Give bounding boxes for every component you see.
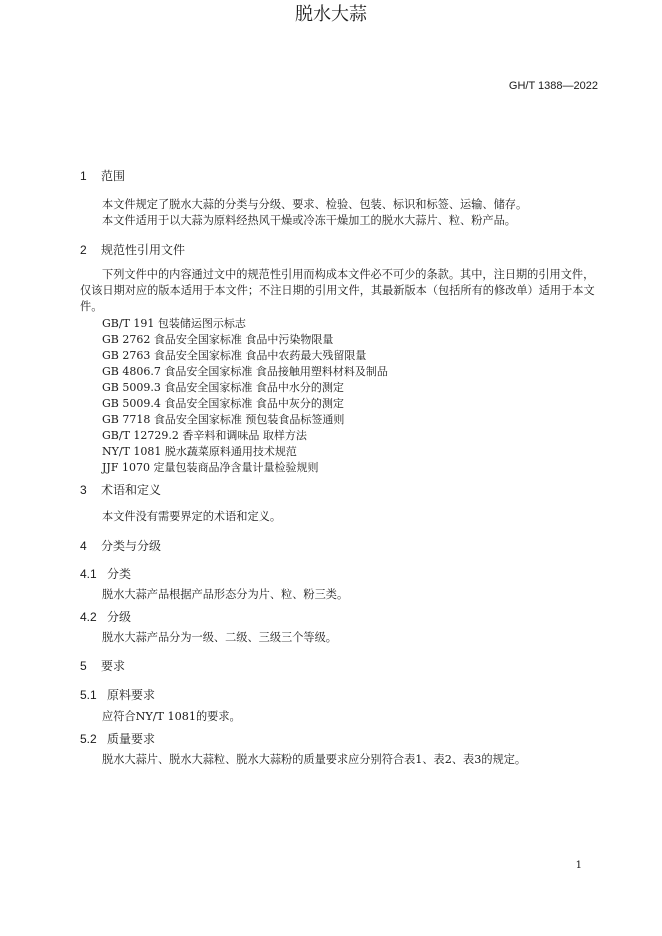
section-title: 要求 [101,659,126,673]
paragraph: 应符合NY/T 1081的要求。 [102,710,241,723]
paragraph: 本文件规定了脱水大蒜的分类与分级、要求、检验、包装、标识和标签、运输、储存。 [102,198,528,211]
section-number: 1 [80,169,87,183]
paragraph: 本文件适用于以大蒜为原料经热风干燥或冷冻干燥加工的脱水大蒜片、粒、粉产品。 [102,214,516,227]
subsection-title: 分级 [107,610,132,624]
reference-item: NY/T 1081 脱水蔬菜原料通用技术规范 [102,445,297,458]
paragraph: 脱水大蒜片、脱水大蒜粒、脱水大蒜粉的质量要求应分别符合表1、表2、表3的规定。 [102,753,527,766]
section-number: 5 [80,659,87,673]
page-title: 脱水大蒜 [295,4,367,24]
reference-item: GB 7718 食品安全国家标准 预包装食品标签通则 [102,413,345,426]
subsection-5-2-heading [80,730,155,747]
reference-item: GB/T 12729.2 香辛料和调味品 取样方法 [102,429,307,442]
section-title: 范围 [101,169,126,183]
paragraph: 本文件没有需要界定的术语和定义。 [102,510,282,523]
standard-number: GH/T 1388—2022 [508,80,598,92]
paragraph: 脱水大蒜产品分为一级、二级、三级三个等级。 [102,631,337,644]
section-3-heading [80,481,161,498]
section-title: 分类与分级 [101,539,162,553]
reference-item: GB/T 191 包装储运图示标志 [102,317,246,330]
reference-item: GB 2763 食品安全国家标准 食品中农药最大残留限量 [102,349,367,362]
reference-item: JJF 1070 定量包装商品净含量计量检验规则 [102,461,319,474]
subsection-title: 原料要求 [107,688,156,702]
page-number: 1 [575,860,582,871]
section-5-heading [80,657,125,674]
subsection-title: 质量要求 [107,732,156,746]
subsection-number: 5.1 [80,688,97,702]
paragraph: 脱水大蒜产品根据产品形态分为片、粒、粉三类。 [102,588,349,601]
subsection-number: 5.2 [80,732,97,746]
section-4-heading [80,537,161,554]
reference-item: GB 5009.4 食品安全国家标准 食品中灰分的测定 [102,397,344,410]
reference-item: GB 4806.7 食品安全国家标准 食品接触用塑料材料及制品 [102,365,388,378]
intro-paragraph: 下列文件中的内容通过文中的规范性引用而构成本文件必不可少的条款。其中，注日期的引用文件，仅该日期对应的版本适用于本文件；不注日期的引用文件，其最新版本（包括所有的修改单）适用于本文件。 [80,268,595,313]
section-number: 4 [80,539,87,553]
subsection-number: 4.2 [80,610,97,624]
section-1-heading [80,167,125,184]
section-number: 2 [80,243,87,257]
section-number: 3 [80,483,87,497]
section-title: 术语和定义 [101,483,162,497]
reference-item: GB 5009.3 食品安全国家标准 食品中水分的测定 [102,381,344,394]
section-2-heading [80,241,185,258]
subsection-5-1-heading [80,686,155,703]
subsection-4-2-heading [80,608,131,625]
subsection-4-1-heading [80,565,131,582]
subsection-number: 4.1 [80,567,97,581]
section-title: 规范性引用文件 [101,243,186,257]
subsection-title: 分类 [107,567,132,581]
reference-item: GB 2762 食品安全国家标准 食品中污染物限量 [102,333,334,346]
